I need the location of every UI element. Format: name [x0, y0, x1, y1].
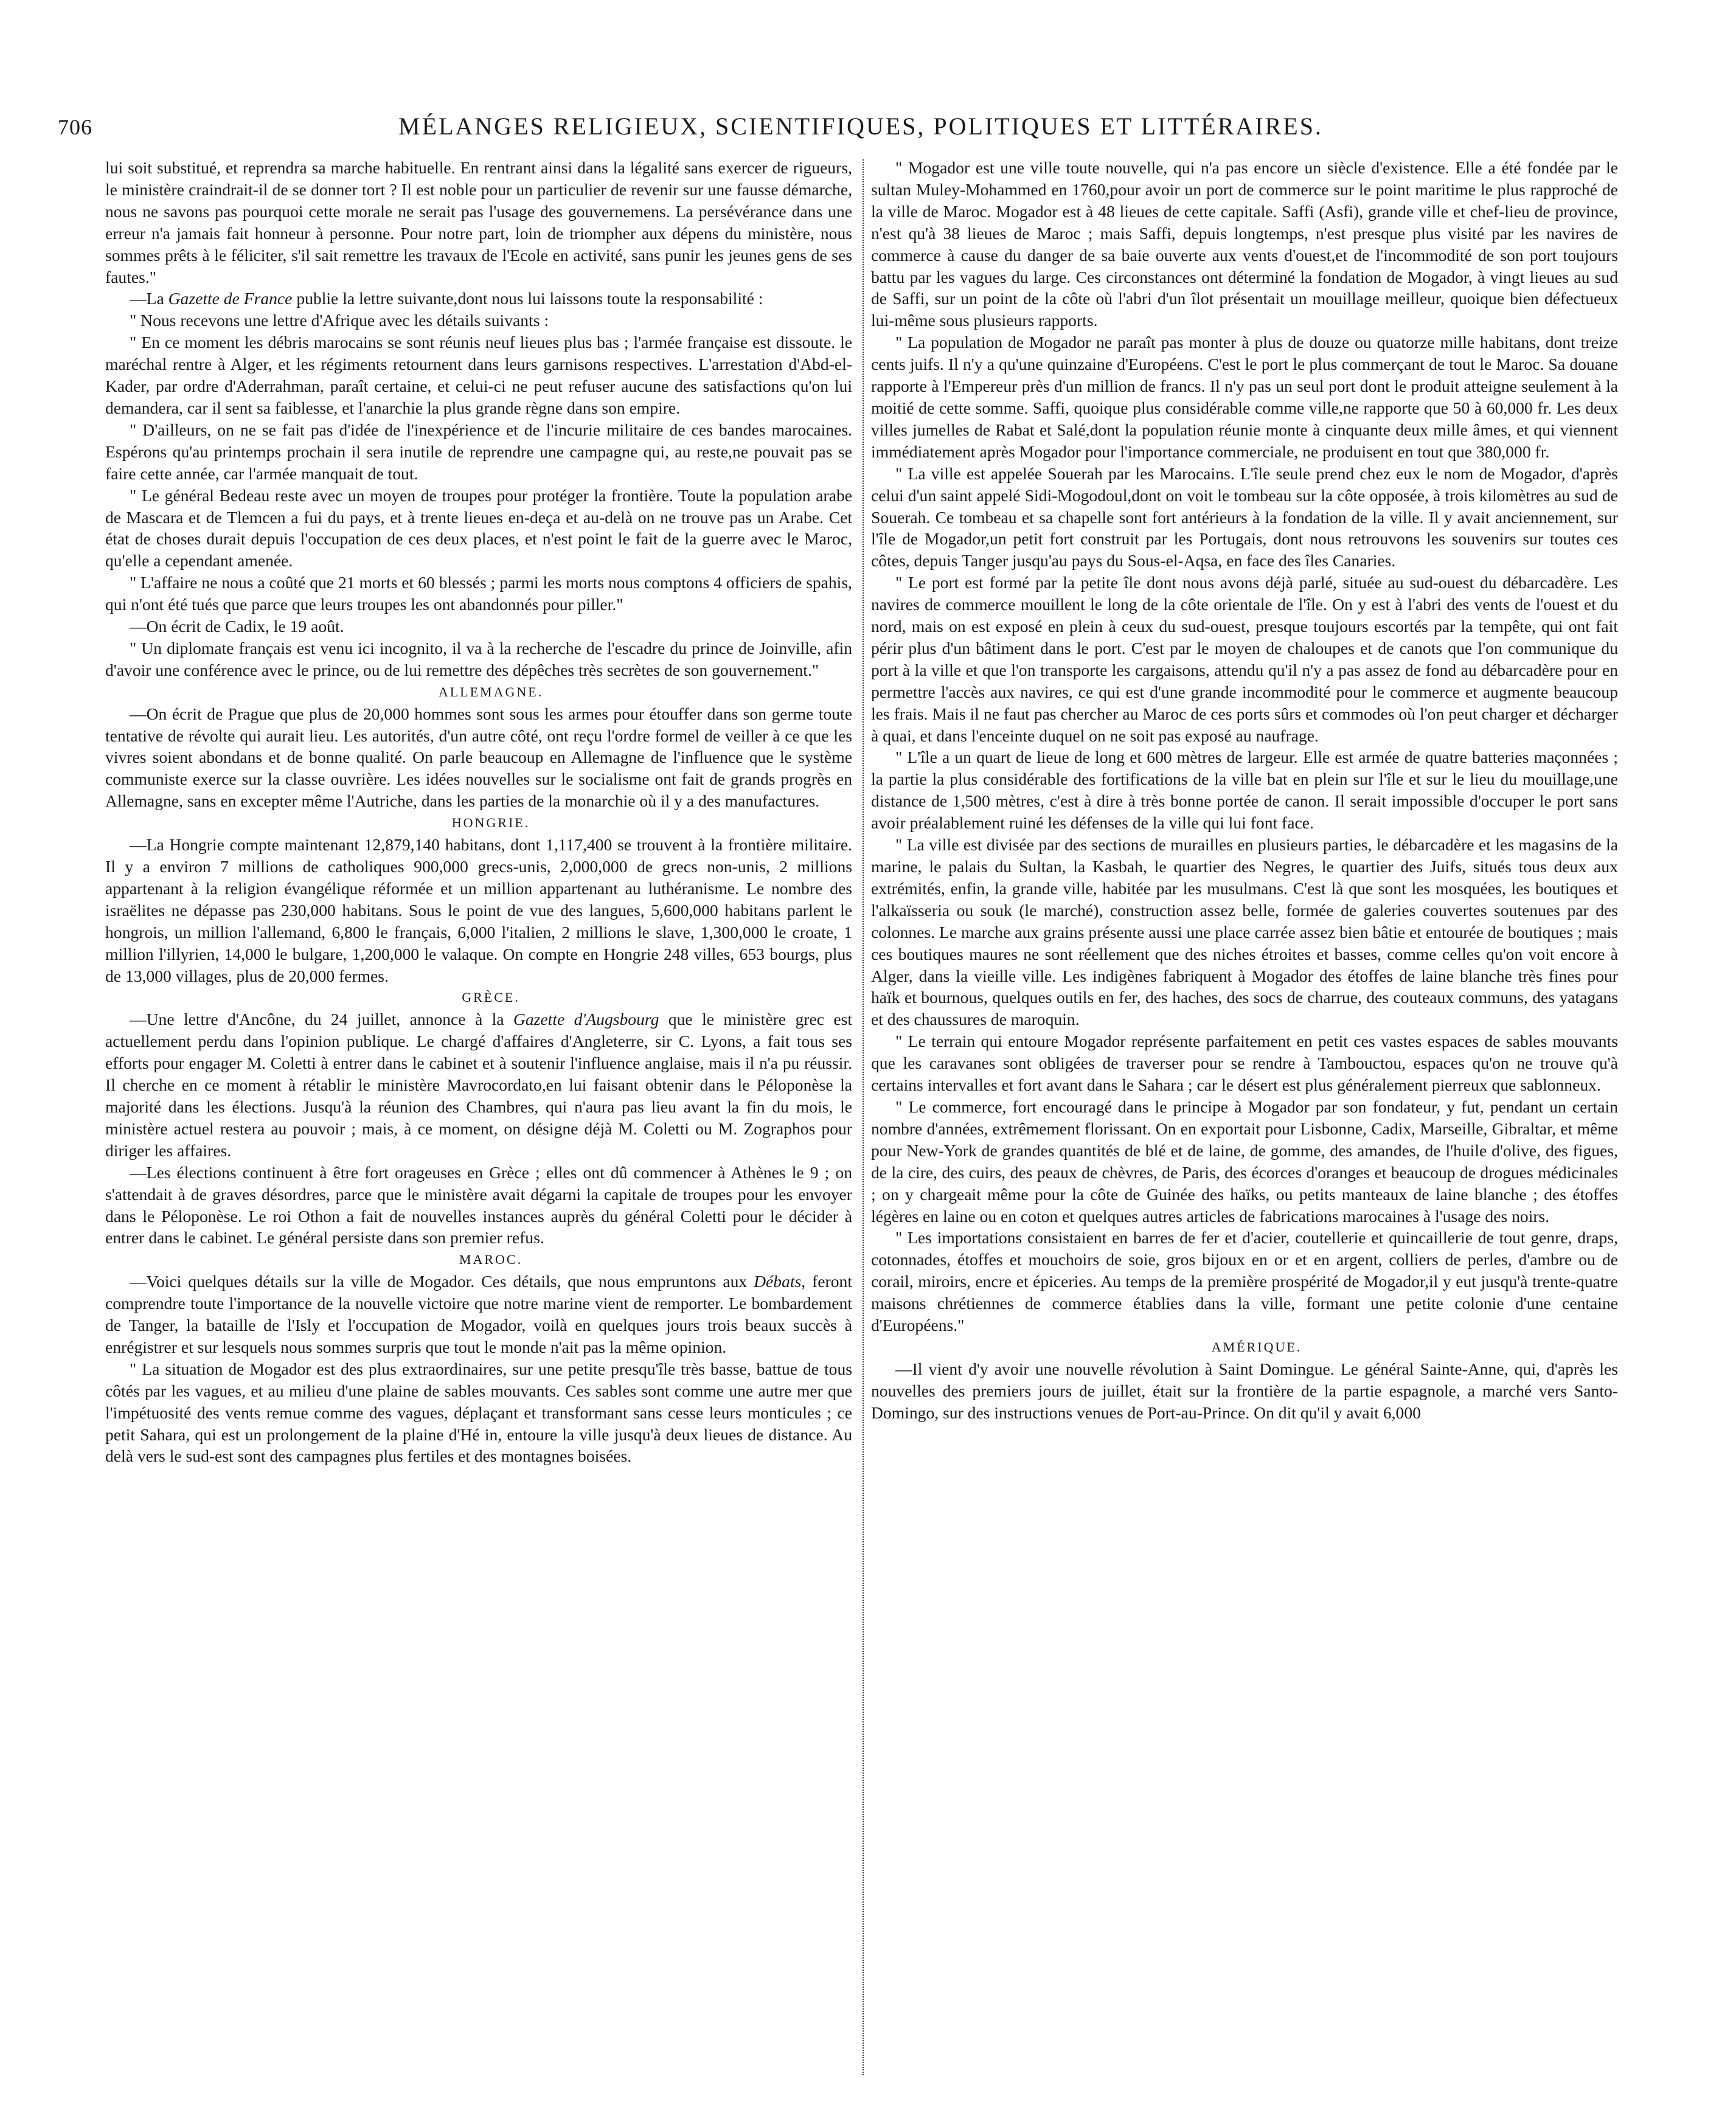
- paragraph: " Le général Bedeau reste avec un moyen de troupes pour protéger la frontière. Toute la population arabe de Mascara et de Tlemcen a fui du pays, et à trente lieues en-deça et au-delà on ne trouve pas un Arabe. Cet état de choses durait depuis l'occupation de ces deux places, et n'est point le fait de la guerre avec le Maroc, qu'elle a cependant amenée.: [105, 485, 852, 571]
- paragraph: " Mogador est une ville toute nouvelle, qui n'a pas encore un siècle d'existence. Elle a été fondée par le sultan Muley-Mohammed en 1760,pour avoir un port de commerce sur le point maritime le plus rapproché de la ville de Maroc. Mogador est à 48 lieues de cette capitale. Saffi (Asfi), grande ville et chef-lieu de province, n'est qu'à 38 lieues de Maroc ; mais Saffi, depuis longtemps, n'est presque plus visité par les navires de commerce à cause du danger de sa baie ouverte aux vents d'ouest,et de l'incommodité de son port toujours battu par les vagues du large. Ces circonstances ont déterminé la fondation de Mogador, à vingt lieues au sud de Saffi, sur un point de la côte où l'abri d'un îlot présentait un mouillage meilleur, quoique bien défectueux lui-même sous plusieurs rapports.: [871, 158, 1618, 330]
- section-heading-hongrie: HONGRIE.: [451, 815, 530, 831]
- section-heading-maroc: MAROC.: [459, 1252, 523, 1268]
- paragraph: —On écrit de Prague que plus de 20,000 hommes sont sous les armes pour étouffer dans son germe toute tentative de révolte qui aurait lieu. Les autorités, d'un autre côté, ont reçu l'ordre formel de veiller à ce que les vivres soient abondans et de bonne qualité. On parle beaucoup en Allemagne de l'influence que le système communiste exerce sur la classe ouvrière. Les idées nouvelles sur le socialisme ont fait de grands progrès en Allemagne, sans en excepter même l'Autriche, dans les parties de la monarchie où il y a des manufactures.: [105, 704, 852, 811]
- left-column: [105, 157, 852, 2085]
- paragraph: " L'île a un quart de lieue de long et 600 mètres de largeur. Elle est armée de quatre batteries maçonnées ; la partie la plus considérable des fortifications de la ville bat en plein sur l'île et sur le lieu du mouillage,une distance de 1,500 mètres, c'est à dire à très bonne portée de canon. Il serait impossible d'occuper le port sans avoir préalablement ruiné les défenses de la ville qui lui font face.: [871, 748, 1618, 833]
- section-heading-grece: GRÈCE.: [462, 990, 520, 1005]
- paragraph: —Les élections continuent à être fort orageuses en Grèce ; elles ont dû commencer à Athènes le 9 ; on s'attendait à de graves désordres, parce que le ministère avait dégarni la capitale de troupes pour les envoyer dans le Péloponèse. Le roi Othon a fait de nouvelles instances auprès du général Coletti pour le décider à entrer dans le cabinet. Le général persiste dans son premier refus.: [105, 1162, 852, 1248]
- page-header: [58, 109, 1636, 146]
- section-heading-amerique: AMÉRIQUE.: [1211, 1339, 1302, 1355]
- column-divider: [863, 159, 864, 2075]
- text-run: —La: [130, 289, 168, 308]
- right-column: [871, 157, 1618, 2085]
- paragraph: —On écrit de Cadix, le 19 août.: [130, 617, 344, 636]
- paragraph: " Le port est formé par la petite île dont nous avons déjà parlé, située au sud-ouest du débarcadère. Les navires de commerce mouillent le long de la côte orientale de l'île. On y est à l'abri des vents de l'ouest et du nord, mais on est exposé en plein à ceux du sud-ouest, presque toujours escortés par la tempête, qui ont fait périr plus d'un bâtiment dans le port. C'est par le moyen de chaloupes et de canots que l'on communique du port à la ville et que l'on transporte les cargaisons, attendu qu'il n'y a pas assez de fond au débarcadère pour en permettre l'accès aux navires, ce qui est d'une grande incommodité pour le commerce et augmente beaucoup les frais. Mais il ne faut pas chercher au Maroc de ces ports sûrs et commodes où l'on peut charger et décharger à quai, et dans l'enceinte duquel on ne soit pas exposé au naufrage.: [871, 573, 1618, 745]
- paragraph: [105, 1008, 852, 1161]
- newspaper-name: Gazette de France: [168, 289, 293, 308]
- paragraph: " Un diplomate français est venu ici incognito, il va à la recherche de l'escadre du prince de Joinville, afin d'avoir une conférence avec le prince, ou de lui remettre des dépêches très secrètes de son gouvernement.": [105, 638, 852, 679]
- paragraph: " L'affaire ne nous a coûté que 21 morts et 60 blessés ; parmi les morts nous comptons 4 officiers de spahis, qui n'ont été tués que parce que leurs troupes les ont abandonnés pour piller.": [105, 573, 852, 614]
- paragraph: [105, 1271, 852, 1358]
- paragraph: " En ce moment les débris marocains se sont réunis neuf lieues plus bas ; l'armée française est dissoute. le maréchal rentre à Alger, et les régiments retournent dans leurs garnisons respectives. L'arrestation d'Abd-el-Kader, par ordre d'Aderrahman, paraît certaine, et celui-ci ne peut refuser aucune des satisfactions qu'on lui demandera, car il sent sa faiblesse, et l'anarchie la plus grande règne dans son empire.: [105, 333, 852, 417]
- paragraph: [105, 288, 852, 310]
- section-heading-allemagne: ALLEMAGNE.: [438, 684, 544, 699]
- newspaper-name: Débats: [754, 1272, 802, 1291]
- paragraph: lui soit substitué, et reprendra sa marche habituelle. En rentrant ainsi dans la légalité sans exercer de rigueurs, le ministère craindrait-il de se donner tort ? Il est noble pour un particulier de revenir sur une fausse démarche, nous ne savons pas pourquoi cette morale ne serait pas l'usage des gouvernemens. La persévérance dans une erreur n'a jamais fait honneur à personne. Pour notre part, loin de triompher aux dépens du ministère, nous sommes prêts à le féliciter, s'il sait remettre les travaux de l'Ecole en activité, sans punir les jeunes gens de ses fautes.": [105, 158, 852, 286]
- paragraph: " La ville est appelée Souerah par les Marocains. L'île seule prend chez eux le nom de Mogador, d'après celui d'un saint appelé Sidi-Mogodoul,dont on voit le tombeau sur la côte opposée, à trois kilomètres au sud de Souerah. Ce tombeau et sa chapelle sont fort antérieurs à la fondation de la ville. Il y avait anciennement, sur l'île de Mogador,un petit fort construit par les Portugais, dont nous retrouvons les souvenirs sur toutes ces côtes, depuis Tanger jusqu'au pays du Sous-el-Aqsa, en face des îles Canaries.: [871, 463, 1618, 571]
- paragraph: " Les importations consistaient en barres de fer et d'acier, coutellerie et quincaillerie de tout genre, draps, cotonnades, étoffes et mouchoirs de soie, gros bijoux en or et en argent, colliers de perles, d'ambre ou de corail, miroirs, encre et épiceries. Au temps de la première prospérité de Mogador,il y eut jusqu'à trente-quatre maisons chrétiennes de commerce établies dans la ville, formant une petite colonie d'une centaine d'Européens.": [871, 1228, 1618, 1335]
- paragraph: " Le terrain qui entoure Mogador représente parfaitement en petit ces vastes espaces de sables mouvants que les caravanes sont obligées de traverser pour se rendre à Tambouctou, espaces qu'on ne trouve qu'à certains intervalles et fort avant dans le Sahara ; car le désert est plus généralement pierreux que sablonneux.: [871, 1032, 1618, 1095]
- text-run: publie la lettre suivante,dont nous lui laissons toute la responsabilité :: [292, 289, 763, 308]
- text-run: —Voici quelques détails sur la ville de Mogador. Ces détails, que nous empruntons aux: [130, 1272, 754, 1291]
- paragraph: —Il vient d'y avoir une nouvelle révolution à Saint Domingue. Le général Sainte-Anne, qui, d'après les nouvelles des premiers jours de juillet, était sur la frontière de la partie espagnole, a marché vers Santo-Domingo, sur des instructions venues de Port-au-Prince. On dit qu'il y avait 6,000: [871, 1359, 1618, 1422]
- page-number: 706: [58, 115, 92, 139]
- paragraph: " La ville est divisée par des sections de murailles en plusieurs parties, le débarcadère et les magasins de la marine, le palais du Sultan, la Kasbah, le quartier des Negres, le quartier des Juifs, situés tous deux aux extrémités, enfin, la grande ville, habitée par les musulmans. C'est là que sont les mosquées, les boutiques et l'alkaïsseria ou souk (le marché), construction assez belle, formée de galeries couvertes soutenues par des colonnes. Le marche aux grains présente aussi une place carrée assez bien bâtie et entourée de boutiques ; mais ces boutiques maures ne sont réellement que des niches étroites et basses, comme celles qu'on voit encore à Alger, dans la vieille ville. Les indigènes fabriquent à Mogador des étoffes de laine blanche très fines pour haïk et bournous, quelques outils en fer, des haches, des socs de charrue, des couteaux communs, des yatagans et des chaussures de maroquin.: [871, 835, 1618, 1029]
- newspaper-name: Gazette d'Augsbourg: [513, 1010, 659, 1029]
- paragraph: " La situation de Mogador est des plus extraordinaires, sur une petite presqu'île très basse, battue de tous côtés par les vagues, et au milieu d'une plaine de sables mouvants. Ces sables sont comme une autre mer que l'impétuosité des vents remue comme des vagues, déplaçant et transformant sans cesse leurs monticules ; ce petit Sahara, qui est un prolongement de la plaine d'Hé in, entoure la ville jusqu'à deux lieues de distance. Au delà vers le sud-est sont des campagnes plus fertiles et des montagnes boisées.: [105, 1359, 852, 1466]
- paragraph: " Le commerce, fort encouragé dans le principe à Mogador par son fondateur, y fut, pendant un certain nombre d'années, extrêmement florissant. On en exportait pour Lisbonne, Cadix, Marseille, Gibraltar, et même pour New-York de grandes quantités de blé et de laine, de gomme, des amandes, de l'huile d'olive, des figues, de la cire, des cuirs, des peaux de chèvres, de Paris, des écorces d'oranges et beaucoup de drogues médicinales ; on y chargeait même pour la côte de Guinée des haïks, ou petits manteaux de laine blanche ; des étoffes légères en laine ou en coton et quelques autres articles de fabrications marocaines à l'usage des noirs.: [871, 1097, 1618, 1226]
- paragraph: —La Hongrie compte maintenant 12,879,140 habitans, dont 1,117,400 se trouvent à la frontière militaire. Il y a environ 7 millions de catholiques 900,000 grecs-unis, 2,000,000 de grecs non-unis, 2 millions appartenant à la religion évangélique réformée et un million appartenant au luthéranisme. Le nombre des israëlites ne dépasse pas 230,000 habitans. Sous le point de vue des langues, 5,600,000 habitans parlent le hongrois, un million l'allemand, 6,800 le français, 6,000 l'italien, 2 millions le slave, 1,300,000 le croate, 1 million l'illyrien, 14,000 le bulgare, 1,200,000 le valaque. On compte en Hongrie 248 villes, 653 bourgs, plus de 13,000 villages, plus de 20,000 fermes.: [105, 835, 852, 985]
- text-run: , feront comprendre toute l'importance de la nouvelle victoire que notre marine vient de remporter. Le bombardement de Tanger, la bataille de l'Isly et l'occupation de Mogador, voilà en quelques jours trois beaux succès à enrégistrer et sur lesquels nous sommes surpris que tout le monde n'ait pas la même opinion.: [105, 1272, 852, 1356]
- paragraph: " D'ailleurs, on ne se fait pas d'idée de l'inexpérience et de l'incurie militaire de ces bandes marocaines. Espérons qu'au printemps prochain il sera inutile de reprendre une campagne qui, au reste,ne pouvait pas se faire cette année, car l'armée manquait de tout.: [105, 420, 852, 483]
- text-run: —Une lettre d'Ancône, du 24 juillet, annonce à la: [130, 1010, 513, 1029]
- text-run: que le ministère grec est actuellement perdu dans l'opinion publique. Le chargé d'affaires d'Angleterre, sir C. Lyons, a fait tous ses efforts pour engager M. Coletti à entrer dans le cabinet et à soutenir l'influence anglaise, mais il n'a pu réussir. Il cherche en ce moment à rétablir le ministère Mavrocordato,en lui faisant obtenir dans le Péloponèse la majorité dans les élections. Jusqu'à la réunion des Chambres, qui n'aura pas lieu avant la fin du mois, le ministère actuel restera au pouvoir ; mais, à ce moment, on désigne déjà M. Coletti ou M. Zographos pour diriger les affaires.: [105, 1010, 852, 1160]
- running-title: MÉLANGES RELIGIEUX, SCIENTIFIQUES, POLITIQUES ET LITTÉRAIRES.: [398, 113, 1323, 140]
- paragraph: " La population de Mogador ne paraît pas monter à plus de douze ou quatorze mille habitans, dont treize cents juifs. Il n'y a qu'une quinzaine d'Européens. C'est le port le plus commerçant de tout le Maroc. Sa douane rapporte à l'Empereur près d'un million de francs. Il n'y pas un seul port dont le produit atteigne seulement à la moitié de cette somme. Saffi, quoique plus considérable comme ville,ne rapporte que 50 à 60,000 fr. Les deux villes jumelles de Rabat et Salé,dont la population réunie monte à cinquante deux mille âmes, et qui viennent immédiatement après Mogador pour l'importance commerciale, ne produisent en tout que 380,000 fr.: [871, 333, 1618, 461]
- paragraph: " Nous recevons une lettre d'Afrique avec les détails suivants :: [130, 311, 549, 330]
